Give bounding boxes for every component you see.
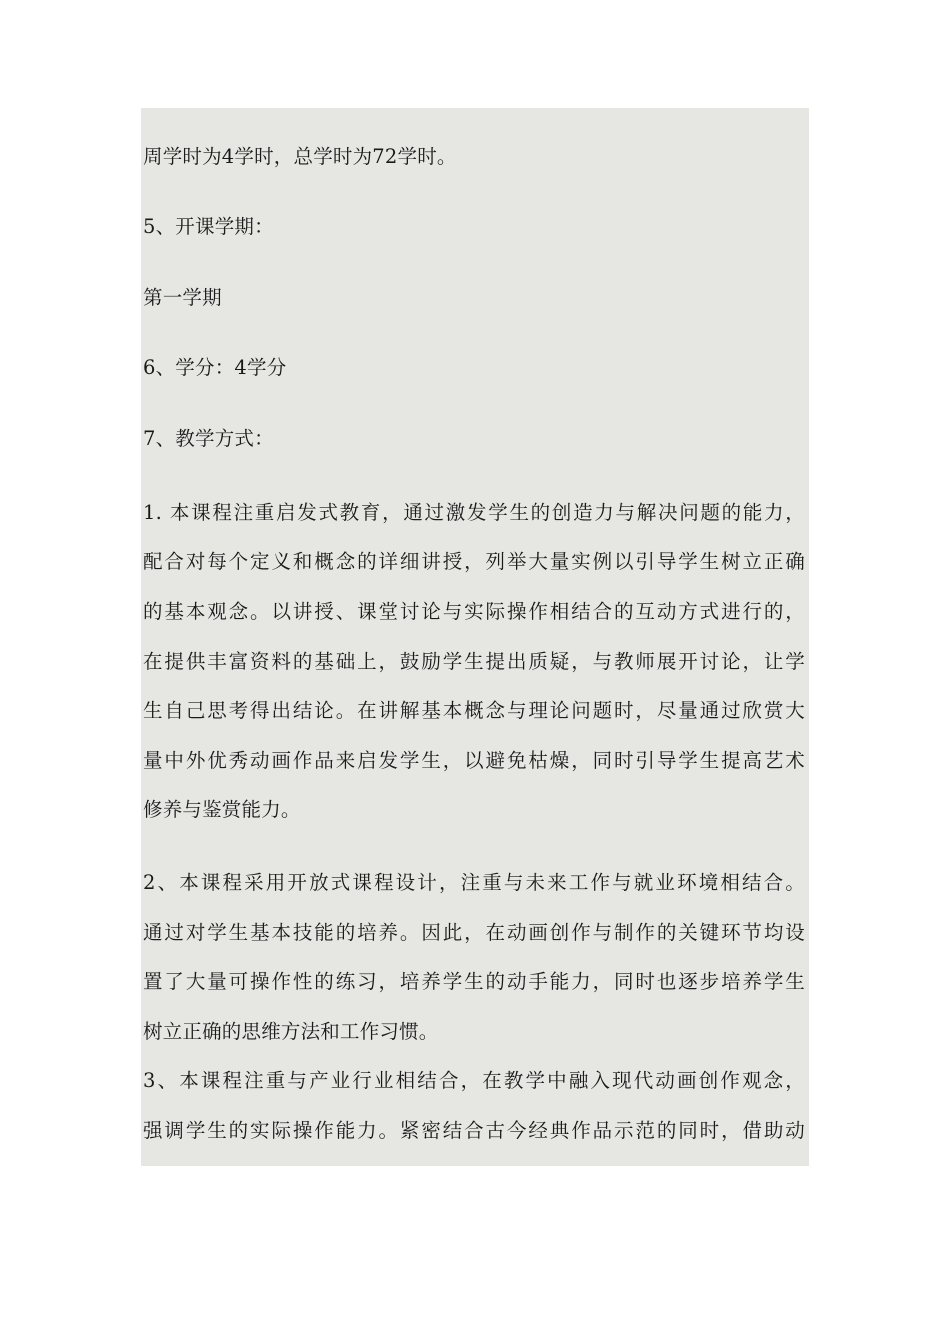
paragraph-3-line-1: 3、本课程注重与产业行业相结合，在教学中融入现代动画创作观念， bbox=[143, 1069, 805, 1092]
paragraph-2-line-2: 通过对学生基本技能的培养。因此，在动画创作与制作的关键环节均设 bbox=[143, 921, 805, 944]
paragraph-1-line-2: 配合对每个定义和概念的详细讲授，列举大量实例以引导学生树立正确 bbox=[143, 550, 805, 573]
paragraph-1-line-4: 在提供丰富资料的基础上，鼓励学生提出质疑，与教师展开讨论，让学 bbox=[143, 650, 805, 673]
paragraph-1-line-7: 修养与鉴赏能力。 bbox=[143, 798, 301, 821]
text-line-credits: 6、学分：4学分 bbox=[143, 356, 287, 379]
text-line-semester-value: 第一学期 bbox=[143, 286, 222, 309]
text-line-semester-heading: 5、开课学期： bbox=[143, 215, 274, 238]
paragraph-2-line-4: 树立正确的思维方法和工作习惯。 bbox=[143, 1020, 439, 1043]
paragraph-1-line-1: 1. 本课程注重启发式教育，通过激发学生的创造力与解决问题的能力， bbox=[143, 501, 805, 524]
document-content-block bbox=[141, 108, 809, 1166]
paragraph-2-line-1: 2、本课程采用开放式课程设计，注重与未来工作与就业环境相结合。 bbox=[143, 871, 805, 894]
paragraph-1-line-3: 的基本观念。以讲授、课堂讨论与实际操作相结合的互动方式进行的， bbox=[143, 600, 805, 623]
text-line-hours: 周学时为4学时，总学时为72学时。 bbox=[143, 145, 457, 168]
text-line-teaching-method-heading: 7、教学方式： bbox=[143, 427, 274, 450]
paragraph-1-line-5: 生自己思考得出结论。在讲解基本概念与理论问题时，尽量通过欣赏大 bbox=[143, 699, 805, 722]
paragraph-2-line-3: 置了大量可操作性的练习，培养学生的动手能力，同时也逐步培养学生 bbox=[143, 970, 805, 993]
paragraph-3-line-2: 强调学生的实际操作能力。紧密结合古今经典作品示范的同时，借助动 bbox=[143, 1119, 805, 1142]
paragraph-1-line-6: 量中外优秀动画作品来启发学生，以避免枯燥，同时引导学生提高艺术 bbox=[143, 749, 805, 772]
